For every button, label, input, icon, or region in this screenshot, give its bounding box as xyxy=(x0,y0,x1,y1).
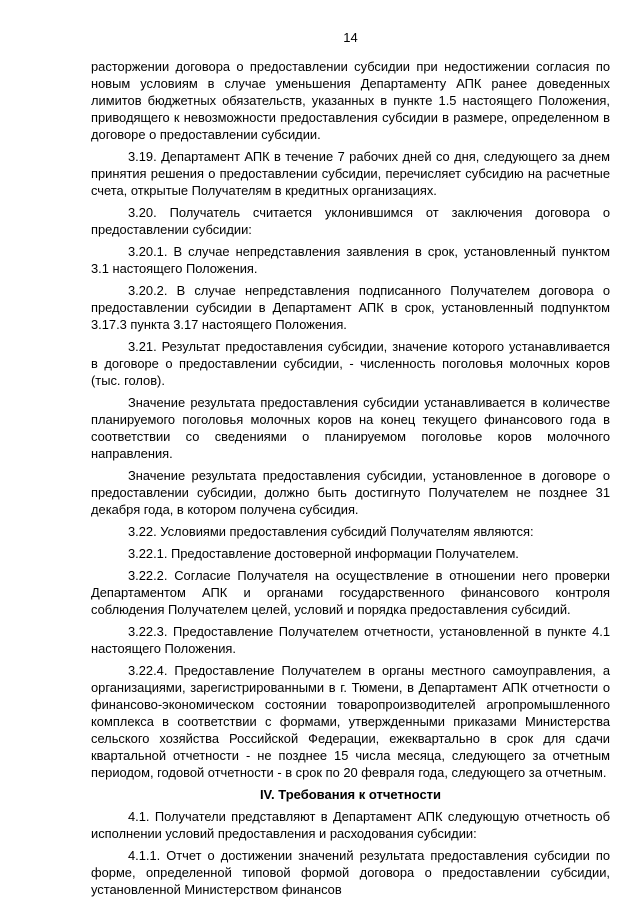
paragraph-4-1: 4.1. Получатели представляют в Департамент АПК следующую отчетность об исполнении условий предоставления и расходования субсидии: xyxy=(91,809,610,841)
paragraph-4-1-1: 4.1.1. Отчет о достижении значений результата предоставления субсидии по форме, определенной типовой формой договора о предоставлении субсидии, установленной Министерством финансов xyxy=(91,848,610,897)
paragraph-3-22: 3.22. Условиями предоставления субсидий Получателям являются: xyxy=(128,524,534,539)
paragraph-3-22-3: 3.22.3. Предоставление Получателем отчетности, установленной в пункте 4.1 настоящего Положения. xyxy=(91,624,610,656)
paragraph-3-19: 3.19. Департамент АПК в течение 7 рабочих дней со дня, следующего за днем принятия решения о предоставлении субсидии, перечисляет субсидию на расчетные счета, открытые Получателям в кредитных организациях. xyxy=(91,149,610,198)
paragraph-continuation: расторжении договора о предоставлении субсидии при недостижении согласия по новым условиям в случае уменьшения Департаменту АПК ранее доведенных лимитов бюджетных обязательств, указанных в пункте 1.5 настоящего Положения, приводящего к невозможности предоставления субсидии в размере, определенном в договоре о предоставлении субсидии. xyxy=(91,59,610,142)
page-number: 14 xyxy=(343,30,358,45)
paragraph-3-22-4: 3.22.4. Предоставление Получателем в органы местного самоуправления, а организациями, зарегистрированными в г. Тюмени, в Департамент АПК отчетности о финансово-экономическом состоянии товаропроизводителей агропромышленного комплекса в соответствии с формами, утвержденными приказами Министерства сельского хозяйства Российской Федерации, ежеквартально в срок для сдачи квартальной отчетности - не позднее 15 числа месяца, следующего за отчетным периодом, годовой отчетности - в срок по 20 февраля года, следующего за отчетным. xyxy=(91,663,610,780)
paragraph-3-22-1: 3.22.1. Предоставление достоверной информации Получателем. xyxy=(128,546,519,561)
paragraph-result-deadline: Значение результата предоставления субсидии, установленное в договоре о предоставлении субсидии, должно быть достигнуто Получателем не позднее 31 декабря года, в котором получена субсидия. xyxy=(91,468,610,517)
paragraph-3-20-2: 3.20.2. В случае непредставления подписанного Получателем договора о предоставлении субсидии в Департамент АПК в срок, установленный подпунктом 3.17.3 пункта 3.17 настоящего Положения. xyxy=(91,283,610,332)
paragraph-3-21: 3.21. Результат предоставления субсидии, значение которого устанавливается в договоре о предоставлении субсидии, - численность поголовья молочных коров (тыс. голов). xyxy=(91,339,610,388)
paragraph-3-22-2: 3.22.2. Согласие Получателя на осуществление в отношении него проверки Департаментом АПК и органами государственного финансового контроля соблюдения Получателем целей, условий и порядка предоставления субсидий. xyxy=(91,568,610,617)
paragraph-3-20: 3.20. Получатель считается уклонившимся от заключения договора о предоставлении субсидии: xyxy=(91,205,610,237)
paragraph-result-value: Значение результата предоставления субсидии устанавливается в количестве планируемого поголовья молочных коров на конец текущего финансового года в соответствии со сведениями о планируемом поголовье коров молочного направления. xyxy=(91,395,610,461)
section-heading: IV. Требования к отчетности xyxy=(259,787,442,802)
paragraph-3-20-1: 3.20.1. В случае непредставления заявления в срок, установленный пунктом 3.1 настоящего Положения. xyxy=(91,244,610,276)
